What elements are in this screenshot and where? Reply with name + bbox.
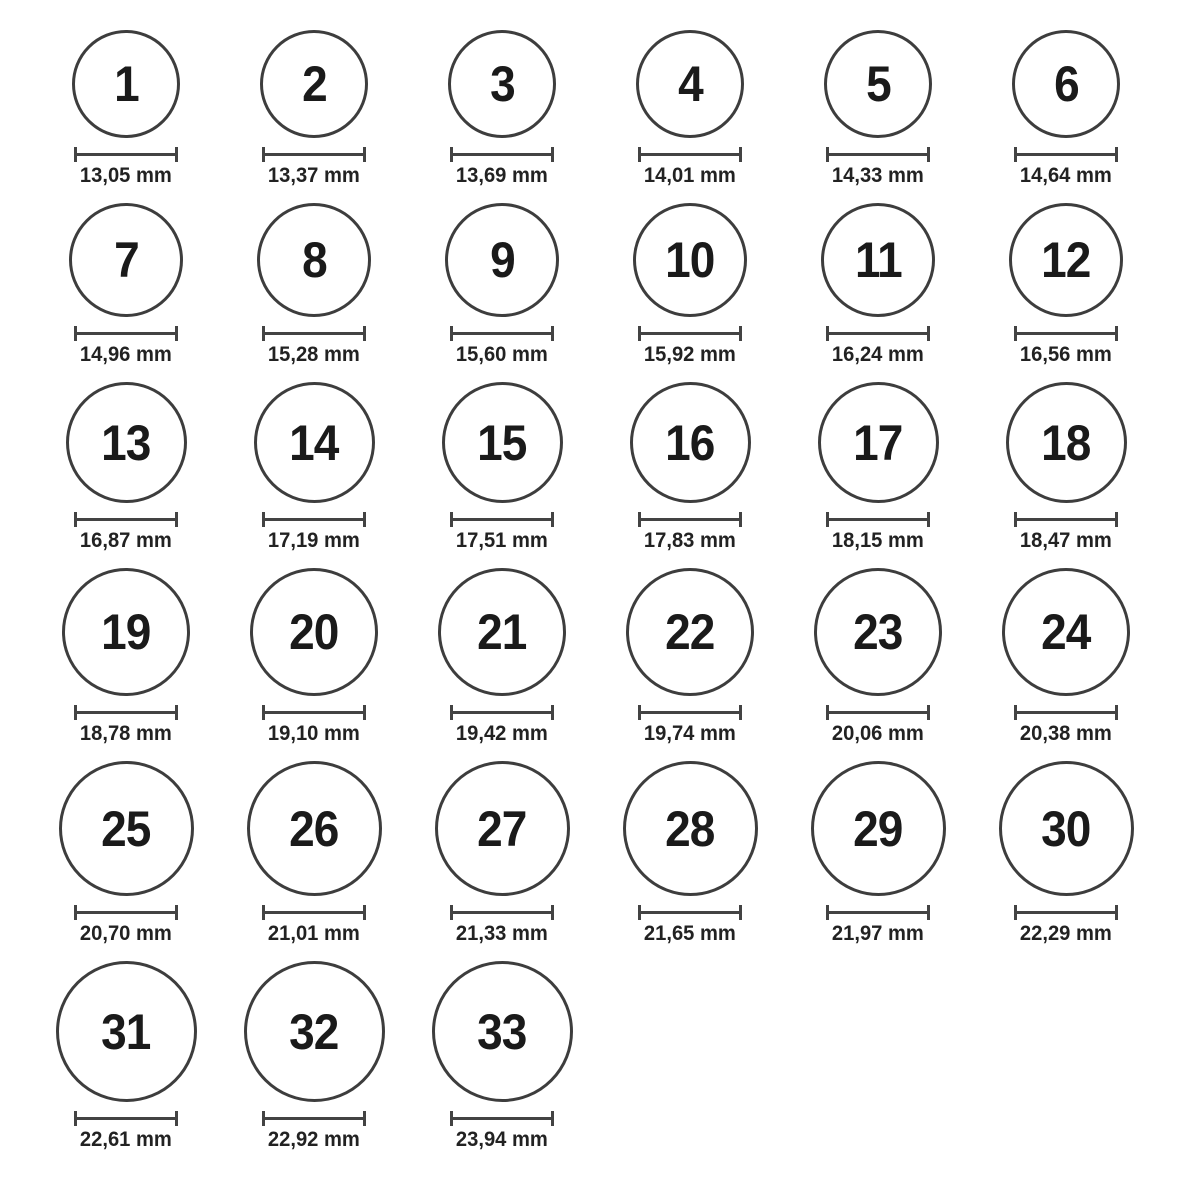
size-circle — [260, 30, 368, 138]
size-number: 20 — [289, 604, 339, 660]
size-circle — [438, 568, 566, 696]
ring-size-item — [32, 30, 220, 187]
diameter-label: 18,47 mm — [1020, 529, 1112, 552]
size-circle — [72, 30, 180, 138]
measure-bar — [1017, 332, 1115, 335]
measure-bar — [453, 711, 551, 714]
size-number: 29 — [853, 800, 903, 857]
measure-bar — [453, 332, 551, 335]
ring-size-item — [32, 761, 220, 945]
size-number: 16 — [665, 414, 715, 471]
diameter-label: 14,01 mm — [644, 164, 736, 187]
size-circle — [1012, 30, 1120, 138]
diameter-measure-line — [74, 705, 178, 720]
measure-bar — [1017, 911, 1115, 914]
size-number: 32 — [289, 1003, 339, 1060]
size-circle — [445, 203, 559, 317]
size-circle — [633, 203, 747, 317]
size-number: 2 — [301, 56, 327, 112]
ring-size-item — [408, 568, 596, 745]
size-circle — [626, 568, 754, 696]
diameter-label: 17,51 mm — [456, 529, 548, 552]
ring-size-item — [220, 568, 408, 745]
diameter-measure-line — [450, 147, 554, 162]
ring-size-item — [220, 203, 408, 366]
size-circle — [254, 382, 375, 503]
ring-size-item — [596, 568, 784, 745]
size-circle — [62, 568, 190, 696]
size-number: 6 — [1053, 56, 1079, 112]
ring-size-item — [972, 30, 1160, 187]
diameter-label: 13,05 mm — [80, 164, 172, 187]
diameter-measure-line — [826, 512, 930, 527]
measure-bar — [453, 518, 551, 521]
size-circle — [66, 382, 187, 503]
diameter-measure-line — [1014, 905, 1118, 920]
measure-bar — [265, 1117, 363, 1120]
size-number: 12 — [1041, 232, 1091, 288]
measure-bar — [1017, 711, 1115, 714]
chart-row — [32, 203, 1200, 366]
measure-bar — [641, 518, 739, 521]
diameter-measure-line — [262, 326, 366, 341]
size-number: 9 — [489, 232, 515, 288]
measure-bar — [453, 911, 551, 914]
size-circle — [442, 382, 563, 503]
chart-row — [32, 568, 1200, 745]
diameter-measure-line — [450, 1111, 554, 1126]
size-number: 3 — [489, 56, 515, 112]
ring-size-item — [972, 568, 1160, 745]
diameter-measure-line — [262, 1111, 366, 1126]
diameter-label: 22,29 mm — [1020, 922, 1112, 945]
diameter-measure-line — [450, 512, 554, 527]
diameter-label: 20,06 mm — [832, 722, 924, 745]
ring-size-item — [408, 203, 596, 366]
measure-bar — [77, 911, 175, 914]
ring-size-item — [972, 761, 1160, 945]
size-circle — [630, 382, 751, 503]
diameter-label: 20,38 mm — [1020, 722, 1112, 745]
diameter-label: 22,61 mm — [80, 1128, 172, 1151]
size-circle — [623, 761, 758, 896]
size-number: 10 — [665, 232, 715, 288]
diameter-label: 16,56 mm — [1020, 343, 1112, 366]
measure-bar — [829, 711, 927, 714]
measure-bar — [641, 711, 739, 714]
size-circle — [257, 203, 371, 317]
measure-bar — [1017, 153, 1115, 156]
size-circle — [824, 30, 932, 138]
size-circle — [432, 961, 573, 1102]
measure-bar — [829, 153, 927, 156]
diameter-measure-line — [638, 905, 742, 920]
diameter-measure-line — [826, 147, 930, 162]
chart-row — [32, 761, 1200, 945]
size-circle — [1006, 382, 1127, 503]
diameter-measure-line — [1014, 147, 1118, 162]
ring-size-item — [408, 30, 596, 187]
diameter-label: 15,60 mm — [456, 343, 548, 366]
measure-bar — [77, 1117, 175, 1120]
ring-size-item — [32, 203, 220, 366]
ring-size-item — [220, 761, 408, 945]
ring-size-item — [220, 961, 408, 1151]
diameter-label: 19,42 mm — [456, 722, 548, 745]
size-circle — [1002, 568, 1130, 696]
diameter-label: 22,92 mm — [268, 1128, 360, 1151]
ring-size-item — [220, 30, 408, 187]
diameter-label: 17,19 mm — [268, 529, 360, 552]
diameter-measure-line — [74, 1111, 178, 1126]
size-number: 17 — [853, 414, 903, 471]
diameter-measure-line — [638, 705, 742, 720]
diameter-label: 17,83 mm — [644, 529, 736, 552]
diameter-measure-line — [262, 147, 366, 162]
size-number: 19 — [101, 604, 151, 660]
size-circle — [59, 761, 194, 896]
ring-size-item — [408, 382, 596, 552]
ring-size-item — [596, 203, 784, 366]
diameter-measure-line — [262, 905, 366, 920]
measure-bar — [77, 711, 175, 714]
diameter-measure-line — [638, 512, 742, 527]
size-circle — [814, 568, 942, 696]
diameter-measure-line — [74, 512, 178, 527]
ring-size-item — [220, 382, 408, 552]
chart-row — [32, 382, 1200, 552]
diameter-measure-line — [262, 512, 366, 527]
diameter-label: 18,15 mm — [832, 529, 924, 552]
ring-size-item — [596, 30, 784, 187]
size-circle — [999, 761, 1134, 896]
diameter-measure-line — [450, 705, 554, 720]
size-number: 7 — [113, 232, 139, 288]
diameter-label: 21,01 mm — [268, 922, 360, 945]
size-circle — [811, 761, 946, 896]
ring-size-item — [972, 382, 1160, 552]
diameter-measure-line — [1014, 705, 1118, 720]
diameter-measure-line — [826, 705, 930, 720]
ring-size-item — [32, 382, 220, 552]
ring-size-item — [32, 568, 220, 745]
diameter-measure-line — [74, 147, 178, 162]
diameter-label: 20,70 mm — [80, 922, 172, 945]
measure-bar — [77, 518, 175, 521]
diameter-label: 19,10 mm — [268, 722, 360, 745]
size-number: 30 — [1041, 800, 1091, 857]
size-number: 1 — [113, 56, 139, 112]
size-circle — [818, 382, 939, 503]
measure-bar — [829, 332, 927, 335]
size-circle — [435, 761, 570, 896]
diameter-measure-line — [74, 326, 178, 341]
chart-row — [32, 961, 1200, 1151]
measure-bar — [265, 153, 363, 156]
ring-size-item — [408, 961, 596, 1151]
diameter-label: 15,28 mm — [268, 343, 360, 366]
ring-size-item — [408, 761, 596, 945]
ring-size-item — [784, 761, 972, 945]
size-number: 4 — [677, 56, 703, 112]
size-number: 31 — [101, 1003, 151, 1060]
measure-bar — [829, 911, 927, 914]
diameter-label: 15,92 mm — [644, 343, 736, 366]
diameter-measure-line — [262, 705, 366, 720]
size-number: 24 — [1041, 604, 1091, 660]
size-number: 14 — [289, 414, 339, 471]
size-number: 13 — [101, 414, 151, 471]
measure-bar — [265, 911, 363, 914]
size-number: 26 — [289, 800, 339, 857]
size-circle — [636, 30, 744, 138]
measure-bar — [453, 1117, 551, 1120]
size-number: 33 — [477, 1003, 527, 1060]
size-circle — [1009, 203, 1123, 317]
diameter-measure-line — [74, 905, 178, 920]
diameter-label: 14,96 mm — [80, 343, 172, 366]
diameter-label: 13,69 mm — [456, 164, 548, 187]
ring-size-item — [784, 568, 972, 745]
diameter-label: 14,64 mm — [1020, 164, 1112, 187]
size-number: 5 — [865, 56, 891, 112]
diameter-label: 16,24 mm — [832, 343, 924, 366]
measure-bar — [829, 518, 927, 521]
measure-bar — [265, 518, 363, 521]
measure-bar — [265, 711, 363, 714]
ring-size-item — [784, 30, 972, 187]
size-number: 27 — [477, 800, 527, 857]
ring-size-item — [32, 961, 220, 1151]
size-circle — [448, 30, 556, 138]
diameter-measure-line — [826, 326, 930, 341]
diameter-measure-line — [450, 326, 554, 341]
diameter-label: 23,94 mm — [456, 1128, 548, 1151]
size-circle — [56, 961, 197, 1102]
diameter-measure-line — [638, 326, 742, 341]
measure-bar — [265, 332, 363, 335]
ring-size-item — [596, 761, 784, 945]
measure-bar — [641, 911, 739, 914]
size-number: 11 — [854, 232, 902, 288]
size-number: 15 — [477, 414, 527, 471]
measure-bar — [1017, 518, 1115, 521]
chart-row — [32, 30, 1200, 187]
diameter-label: 21,65 mm — [644, 922, 736, 945]
diameter-measure-line — [450, 905, 554, 920]
diameter-label: 14,33 mm — [832, 164, 924, 187]
size-number: 18 — [1041, 414, 1091, 471]
measure-bar — [77, 332, 175, 335]
diameter-measure-line — [1014, 326, 1118, 341]
size-number: 25 — [101, 800, 151, 857]
ring-size-item — [972, 203, 1160, 366]
diameter-label: 21,33 mm — [456, 922, 548, 945]
ring-size-item — [784, 203, 972, 366]
size-number: 22 — [665, 604, 715, 660]
diameter-measure-line — [826, 905, 930, 920]
diameter-label: 16,87 mm — [80, 529, 172, 552]
size-circle — [250, 568, 378, 696]
diameter-label: 19,74 mm — [644, 722, 736, 745]
ring-size-item — [596, 382, 784, 552]
diameter-measure-line — [1014, 512, 1118, 527]
size-circle — [821, 203, 935, 317]
measure-bar — [453, 153, 551, 156]
size-number: 23 — [853, 604, 903, 660]
diameter-label: 21,97 mm — [832, 922, 924, 945]
size-number: 8 — [301, 232, 327, 288]
size-circle — [244, 961, 385, 1102]
size-number: 28 — [665, 800, 715, 857]
measure-bar — [641, 153, 739, 156]
diameter-measure-line — [638, 147, 742, 162]
measure-bar — [641, 332, 739, 335]
diameter-label: 18,78 mm — [80, 722, 172, 745]
diameter-label: 13,37 mm — [268, 164, 360, 187]
size-number: 21 — [477, 604, 527, 660]
size-circle — [247, 761, 382, 896]
ring-size-item — [784, 382, 972, 552]
size-circle — [69, 203, 183, 317]
measure-bar — [77, 153, 175, 156]
